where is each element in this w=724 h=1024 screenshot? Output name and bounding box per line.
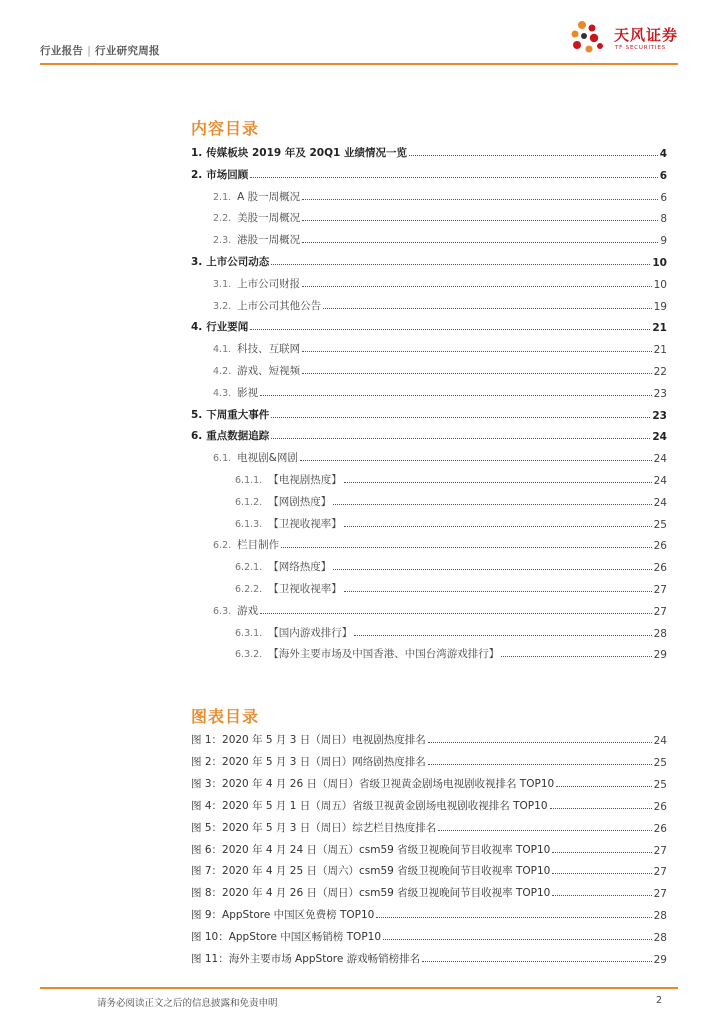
- toc-entry-number: 2.1.: [213, 191, 232, 203]
- logo-name: 天风证券: [614, 26, 679, 44]
- figure-leader-dots: [552, 872, 651, 874]
- figure-entry-page: 28: [653, 910, 667, 923]
- toc-entry-page: 27: [653, 605, 667, 618]
- toc-entry-number: 2.2.: [213, 213, 232, 225]
- toc-entry-page: 9: [660, 235, 667, 248]
- toc-entry-label: [213, 385, 260, 400]
- toc-entry-number: 2.3.: [213, 235, 232, 247]
- toc-entry-label: [191, 319, 250, 334]
- toc-entry-number: 6.2.1.: [235, 562, 263, 574]
- figure-leader-dots: [556, 785, 651, 787]
- toc-entry-label: [213, 450, 300, 465]
- toc-entry-number: 6.: [191, 430, 203, 443]
- toc-leader-dots: [302, 372, 651, 374]
- toc-entry-page: 26: [653, 540, 667, 553]
- toc-entry-label: [191, 254, 271, 269]
- toc-entry-page: 24: [653, 453, 667, 466]
- figure-leader-dots: [550, 807, 652, 809]
- figures-title: 图表目录: [191, 707, 260, 726]
- figure-entry[interactable]: [191, 906, 667, 922]
- toc-leader-dots: [302, 350, 651, 352]
- figure-entry-label: 图 7：2020 年 4 月 25 日（周六）csm59 省级卫视晚间节目收视率 TOP10: [191, 865, 551, 878]
- toc-entry[interactable]: [213, 297, 667, 313]
- toc-entry-page: 23: [652, 409, 667, 422]
- toc-entry[interactable]: [213, 384, 667, 400]
- toc-entry-label: [213, 210, 302, 225]
- toc-leader-dots: [333, 503, 651, 505]
- figure-entry[interactable]: [191, 753, 667, 769]
- toc-entry-label: [213, 298, 323, 313]
- toc-entry-page: 29: [653, 649, 667, 662]
- toc-entry-text: 游戏: [237, 604, 259, 617]
- toc-entry-label: [213, 363, 302, 378]
- figure-entry[interactable]: [191, 884, 667, 900]
- toc-entry-text: 市场回顾: [206, 168, 249, 181]
- header-divider: [40, 63, 678, 65]
- toc-leader-dots: [344, 590, 652, 592]
- toc-entry[interactable]: [213, 449, 667, 465]
- toc-leader-dots: [354, 634, 651, 636]
- toc-entry-number: 6.3.1.: [235, 627, 263, 639]
- toc-entry-label: [213, 537, 281, 552]
- figure-leader-dots: [438, 829, 651, 831]
- toc-entry-number: 6.2.: [213, 540, 232, 552]
- toc-leader-dots: [409, 154, 658, 156]
- toc-entry-number: 4.: [191, 321, 203, 334]
- toc-leader-dots: [344, 525, 652, 527]
- toc-entry[interactable]: [213, 231, 667, 247]
- toc-entry[interactable]: [213, 275, 667, 291]
- figure-entry-label: 图 6：2020 年 4 月 24 日（周五）csm59 省级卫视晚间节目收视率 TOP10: [191, 843, 551, 856]
- figure-entry-label: 图 8：2020 年 4 月 26 日（周日）csm59 省级卫视晚间节目收视率 TOP10: [191, 887, 551, 900]
- toc-entry-page: 21: [653, 344, 667, 357]
- toc-entry-label: [235, 516, 344, 531]
- flower-logo-icon: [568, 18, 612, 62]
- toc-entry-text: 科技、互联网: [237, 343, 301, 356]
- figure-entry-label: 图 1：2020 年 5 月 3 日（周日）电视剧热度排名: [191, 734, 426, 746]
- toc-leader-dots: [281, 546, 651, 548]
- figure-entry-page: 26: [653, 822, 667, 835]
- toc-entry-page: 24: [653, 496, 667, 509]
- toc-leader-dots: [501, 655, 651, 657]
- toc-entry-label: [235, 494, 333, 509]
- figure-entry-page: 25: [653, 756, 667, 769]
- toc-entry-label: [191, 145, 409, 160]
- header-breadcrumb: [40, 43, 160, 58]
- toc-entry-number: 4.3.: [213, 387, 232, 399]
- figure-entry[interactable]: [191, 819, 667, 835]
- figure-entry-label: 图 2：2020 年 5 月 3 日（周日）网络剧热度排名: [191, 755, 426, 768]
- toc-entry-text: 上市公司财报: [237, 277, 301, 290]
- toc-entry-text: 重点数据追踪: [206, 430, 270, 443]
- figure-leader-dots: [428, 763, 652, 765]
- toc-entry-number: 4.1.: [213, 344, 232, 356]
- figure-entry-label: 图 4：2020 年 5 月 1 日（周五）省级卫视黄金剧场电视剧收视排名 TOP10: [191, 799, 548, 812]
- toc-entry-text: 游戏、短视频: [237, 365, 301, 377]
- toc-entry-label: [191, 428, 271, 443]
- toc-entry[interactable]: [191, 406, 667, 422]
- figure-entry[interactable]: [191, 950, 667, 966]
- toc-entry-label: [191, 167, 250, 182]
- toc-leader-dots: [260, 612, 651, 614]
- toc-entry[interactable]: [213, 602, 667, 618]
- toc-leader-dots: [302, 198, 658, 200]
- figure-entry-label: 图 11：海外主要市场 AppStore 游戏畅销榜排名: [191, 953, 421, 965]
- toc-entry-text: 行业要闻: [206, 321, 249, 334]
- toc-entry-page: 25: [653, 518, 667, 531]
- toc-entry-label: [235, 625, 354, 640]
- toc-entry-label: [235, 472, 344, 487]
- toc-entry-page: 4: [659, 148, 667, 160]
- figure-entry-page: 27: [653, 844, 667, 857]
- toc-entry-page: 10: [653, 278, 667, 291]
- toc-leader-dots: [302, 219, 658, 221]
- toc-entry[interactable]: [235, 645, 667, 661]
- toc-entry-number: 6.1.: [213, 453, 232, 465]
- toc-entry-text: 【网络热度】: [268, 561, 332, 574]
- toc-entry-number: 3.2.: [213, 300, 232, 312]
- figure-entry-page: 29: [653, 954, 667, 966]
- toc-entry-label: [213, 603, 260, 618]
- figure-leader-dots: [383, 938, 652, 940]
- toc-entry[interactable]: [213, 209, 667, 225]
- toc-entry-page: 23: [653, 387, 667, 400]
- toc-leader-dots: [333, 568, 651, 570]
- toc-entry-number: 6.1.3.: [235, 518, 263, 530]
- toc-leader-dots: [271, 263, 650, 265]
- toc-entry-page: 28: [653, 627, 667, 640]
- toc-entry-page: 6: [659, 169, 667, 182]
- toc-entry-number: 6.1.2.: [235, 496, 263, 508]
- footer-page-number: 2: [656, 995, 663, 1006]
- toc-entry[interactable]: [213, 536, 667, 552]
- toc-entry-page: 27: [653, 584, 667, 596]
- footer-divider: [40, 987, 678, 989]
- figure-entry-label: 图 3：2020 年 4 月 26 日（周日）省级卫视黄金剧场电视剧收视排名 TOP10: [191, 777, 555, 790]
- toc-entry[interactable]: [213, 340, 667, 356]
- figure-entry[interactable]: [191, 841, 667, 857]
- toc-entry-number: 3.1.: [213, 278, 232, 290]
- toc-entry-label: [235, 581, 344, 596]
- toc-leader-dots: [302, 285, 651, 287]
- toc-leader-dots: [323, 307, 651, 309]
- figure-entry[interactable]: [191, 862, 667, 878]
- toc-entry[interactable]: [191, 166, 667, 182]
- toc-entry-label: [235, 559, 333, 574]
- figure-entry-label: 图 5：2020 年 5 月 3 日（周日）综艺栏目热度排名: [191, 821, 437, 834]
- toc-entry-text: A 股一周概况: [237, 190, 301, 203]
- toc-entry[interactable]: [213, 188, 667, 204]
- toc-entry-text: 【海外主要市场及中国香港、中国台湾游戏排行】: [268, 648, 500, 661]
- header-separator: |: [87, 45, 92, 57]
- toc-entry-text: 【卫视收视率】: [268, 583, 342, 595]
- toc-entry-text: 影视: [237, 386, 259, 399]
- toc-entry-label: [213, 189, 302, 204]
- toc-entry[interactable]: [235, 624, 667, 640]
- toc-entry-number: 6.3.: [213, 605, 232, 617]
- footer-disclaimer: 请务必阅读正文之后的信息披露和免责申明: [97, 998, 278, 1009]
- figure-entry-page: 27: [653, 866, 667, 879]
- toc-entry-label: [235, 646, 501, 661]
- toc-leader-dots: [300, 459, 652, 461]
- toc-entry[interactable]: [235, 558, 667, 574]
- toc-entry-label: [213, 232, 302, 247]
- figure-entry-page: 25: [653, 778, 667, 791]
- toc-entry-page: 6: [660, 191, 667, 204]
- toc-entry-page: 26: [653, 562, 667, 575]
- toc-entry-page: 8: [660, 213, 667, 226]
- figure-entry-page: 28: [653, 932, 667, 945]
- figure-leader-dots: [422, 960, 651, 962]
- toc-entry-label: [191, 407, 271, 422]
- figure-leader-dots: [552, 851, 651, 853]
- toc-entry-text: 上市公司其他公告: [237, 299, 322, 312]
- toc-entry-page: 24: [652, 431, 667, 444]
- toc-entry[interactable]: [191, 144, 667, 160]
- toc-entry-number: 4.2.: [213, 366, 232, 377]
- header-category: 行业报告: [40, 45, 84, 57]
- toc-entry-text: 下周重大事件: [206, 408, 270, 421]
- figure-leader-dots: [552, 894, 651, 896]
- toc-entry-text: 栏目制作: [237, 539, 280, 552]
- toc-leader-dots: [271, 416, 650, 418]
- toc-entry[interactable]: [235, 493, 667, 509]
- figure-entry-label: 图 10：AppStore 中国区畅销榜 TOP10: [191, 931, 382, 944]
- toc-entry-text: 电视剧&网剧: [237, 452, 298, 465]
- toc-entry[interactable]: [235, 515, 667, 531]
- toc-entry-text: 【国内游戏排行】: [268, 626, 353, 639]
- toc-entry-label: [213, 341, 302, 356]
- figure-entry[interactable]: [191, 775, 667, 791]
- toc-entry[interactable]: [191, 253, 667, 269]
- toc-entry-text: 美股一周概况: [237, 212, 301, 225]
- figure-entry-page: 24: [653, 735, 667, 747]
- figure-entry-page: 26: [653, 800, 667, 813]
- toc-title: 内容目录: [191, 119, 260, 138]
- figure-entry-label: 图 9：AppStore 中国区免费榜 TOP10: [191, 909, 375, 922]
- toc-entry-text: 【电视剧热度】: [268, 474, 342, 486]
- toc-entry-page: 22: [653, 366, 667, 378]
- toc-entry-number: 2.: [191, 168, 203, 181]
- toc-entry[interactable]: [235, 471, 667, 487]
- toc-entry-page: 24: [653, 475, 667, 487]
- toc-entry-page: 10: [652, 257, 667, 269]
- toc-leader-dots: [271, 437, 650, 439]
- toc-entry-number: 6.2.2.: [235, 584, 263, 595]
- figure-leader-dots: [376, 916, 651, 918]
- figure-entry[interactable]: [191, 797, 667, 813]
- toc-entry-text: 【卫视收视率】: [268, 517, 342, 530]
- toc-leader-dots: [260, 394, 651, 396]
- figure-entry[interactable]: [191, 928, 667, 944]
- toc-entry[interactable]: [235, 580, 667, 596]
- logo-subtitle: TF SECURITIES: [615, 45, 666, 51]
- header-subcategory: 行业研究周报: [95, 45, 160, 57]
- toc-entry-text: 【网剧热度】: [268, 495, 332, 508]
- toc-entry-number: 6.1.1.: [235, 475, 263, 486]
- toc-entry-number: 1.: [191, 147, 203, 159]
- toc-leader-dots: [344, 481, 652, 483]
- toc-entry-page: 21: [652, 322, 667, 335]
- toc-entry-text: 上市公司动态: [206, 256, 270, 268]
- toc-leader-dots: [302, 241, 658, 243]
- toc-leader-dots: [250, 176, 657, 178]
- figure-leader-dots: [428, 741, 652, 743]
- toc-entry-number: 3.: [191, 256, 203, 268]
- company-logo: [568, 18, 688, 62]
- toc-entry[interactable]: [191, 318, 667, 334]
- toc-entry-label: [213, 276, 302, 291]
- toc-leader-dots: [250, 328, 650, 330]
- toc-entry-page: 19: [653, 300, 667, 313]
- figure-entry-page: 27: [653, 888, 667, 901]
- toc-entry-text: 港股一周概况: [237, 234, 301, 247]
- toc-entry[interactable]: [213, 362, 667, 378]
- toc-entry[interactable]: [191, 427, 667, 443]
- figure-entry[interactable]: [191, 731, 667, 747]
- toc-entry-text: 传媒板块 2019 年及 20Q1 业绩情况一览: [206, 147, 407, 159]
- toc-entry-number: 6.3.2.: [235, 649, 263, 661]
- toc-entry-number: 5.: [191, 408, 203, 421]
